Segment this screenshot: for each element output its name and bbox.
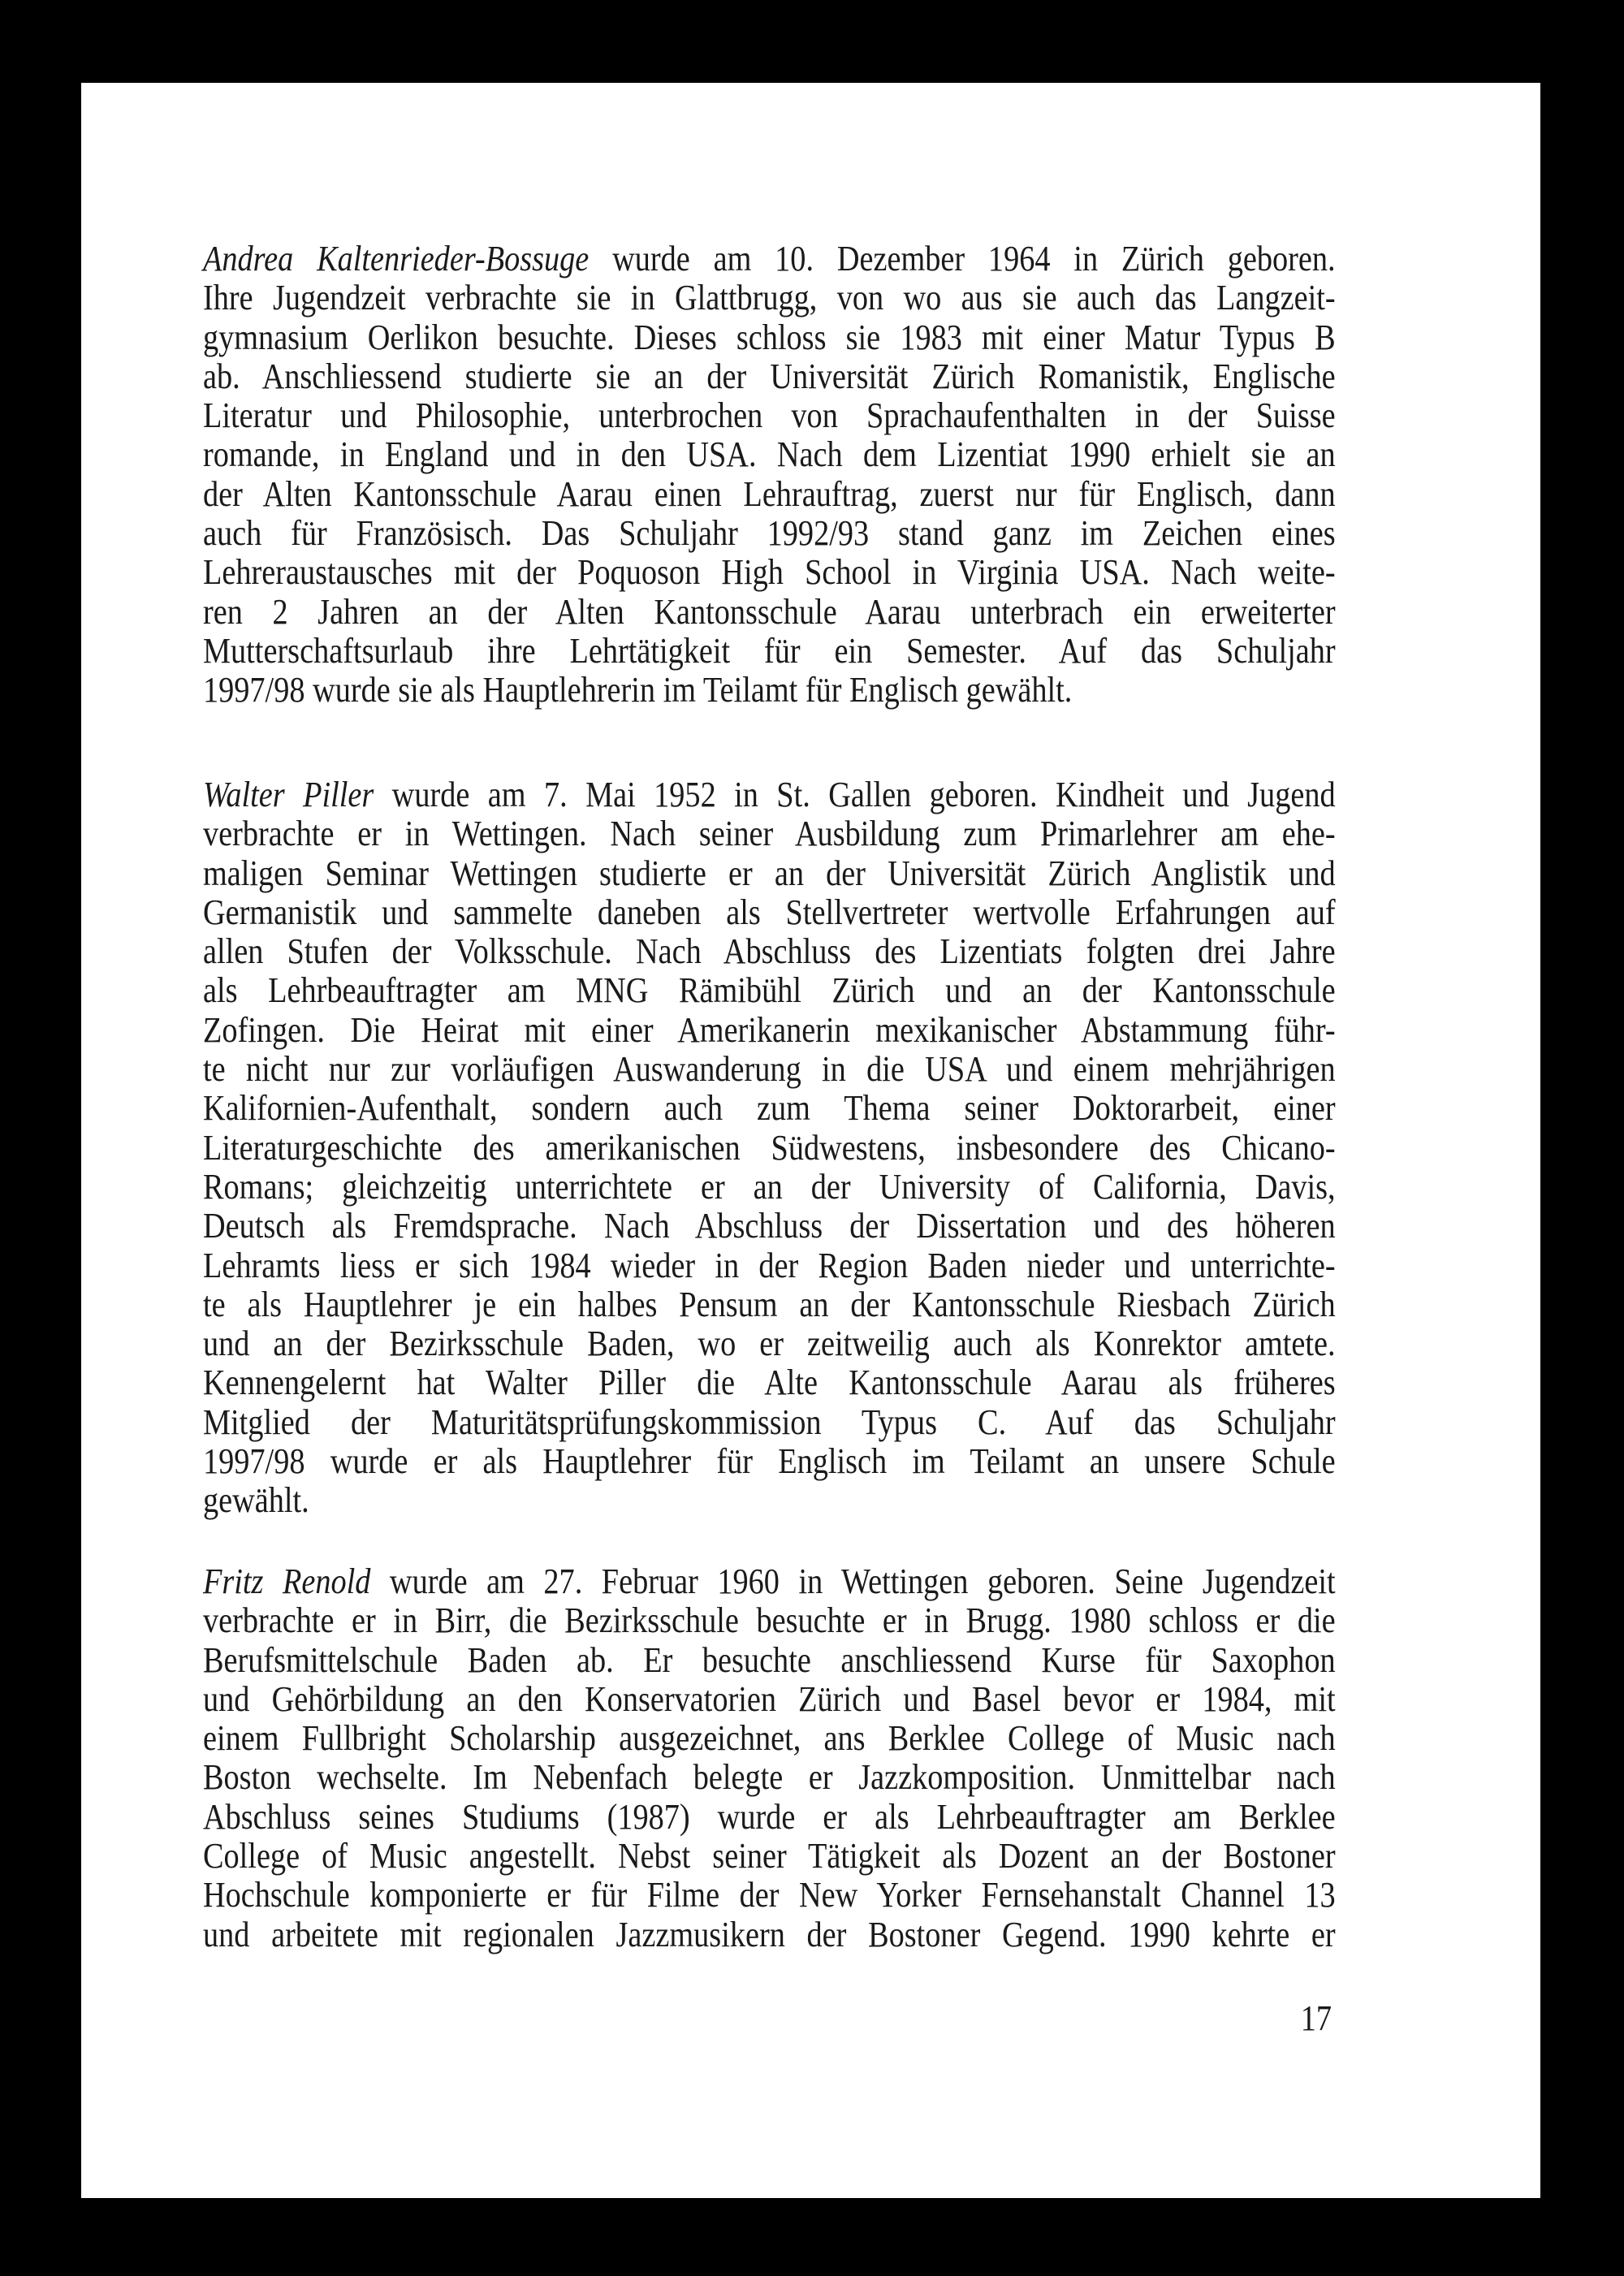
paragraph-piller	[203, 775, 1505, 1521]
text-line: 1997/98 wurde sie als Hauptlehrerin im Teilamt für Englisch gewählt.	[203, 670, 1073, 710]
text-line: College of Music angestellt. Nebst seiner Tätigkeit als Dozent an der Bostoner	[203, 1836, 1336, 1877]
text-line: Abschluss seines Studiums (1987) wurde er als Lehrbeauftragter am Berklee	[203, 1796, 1336, 1837]
text-line	[203, 240, 1336, 279]
text-line: Literaturgeschichte des amerikanischen Südwestens, insbesondere des Chicano-	[203, 1127, 1336, 1168]
text-line: auch für Französisch. Das Schuljahr 1992/93 stand ganz im Zeichen eines	[203, 513, 1336, 554]
text-line: gymnasium Oerlikon besuchte. Dieses schloss sie 1983 mit einer Matur Typus B	[203, 317, 1336, 357]
line-text: wurde am 10. Dezember 1964 in Zürich geboren.	[589, 239, 1336, 279]
text-line: Berufsmittelschule Baden ab. Er besuchte anschliessend Kurse für Saxophon	[203, 1639, 1336, 1680]
text-line: Mitglied der Maturitätsprüfungskommission Typus C. Auf das Schuljahr	[203, 1401, 1336, 1442]
text-line: te nicht nur zur vorläufigen Auswanderung in die USA und einem mehrjährigen	[203, 1049, 1336, 1090]
line-text: wurde am 27. Februar 1960 in Wettingen geboren. Seine Jugendzeit	[370, 1561, 1336, 1601]
text-line: verbrachte er in Birr, die Bezirksschule besuchte er in Brugg. 1980 schloss er die	[203, 1600, 1336, 1641]
page-number: 17	[1300, 1998, 1332, 2038]
text-line: gewählt.	[203, 1480, 309, 1521]
text-line: Lehreraustausches mit der Poquoson High School in Virginia USA. Nach weite-	[203, 552, 1336, 593]
text-line: Zofingen. Die Heirat mit einer Amerikanerin mexikanischer Abstammung führ-	[203, 1009, 1336, 1050]
line-text: wurde am 7. Mai 1952 in St. Gallen geboren. Kindheit und Jugend	[374, 775, 1336, 814]
text-line: 1997/98 wurde er als Hauptlehrer für Englisch im Teilamt an unsere Schule	[203, 1441, 1336, 1482]
text-line: Germanistik und sammelte daneben als Stellvertreter wertvolle Erfahrungen auf	[203, 892, 1336, 932]
text-line: einem Fullbright Scholarship ausgezeichnet, ans Berklee College of Music nach	[203, 1718, 1336, 1759]
text-line: ab. Anschliessend studierte sie an der Universität Zürich Romanistik, Englische	[203, 356, 1336, 396]
text-line: der Alten Kantonsschule Aarau einen Lehrauftrag, zuerst nur für Englisch, dann	[203, 473, 1336, 514]
paragraph-renold	[203, 1562, 1505, 1954]
text-line: Boston wechselte. Im Nebenfach belegte er Jazzkomposition. Unmittelbar nach	[203, 1757, 1336, 1798]
text-line: te als Hauptlehrer je ein halbes Pensum an der Kantonsschule Riesbach Zürich	[203, 1284, 1336, 1324]
text-line: ren 2 Jahren an der Alten Kantonsschule Aarau unterbrach ein erweiterter	[203, 591, 1336, 632]
text-line: und arbeitete mit regionalen Jazzmusikern der Bostoner Gegend. 1990 kehrte er	[203, 1914, 1336, 1954]
text-line: Mutterschaftsurlaub ihre Lehrtätigkeit für ein Semester. Auf das Schuljahr	[203, 630, 1336, 671]
text-line: Lehramts liess er sich 1984 wieder in der Region Baden nieder und unterrichte-	[203, 1245, 1336, 1285]
person-name: Walter Piller	[203, 775, 374, 814]
text-line: maligen Seminar Wettingen studierte er an der Universität Zürich Anglistik und	[203, 853, 1336, 893]
text-line: Romans; gleichzeitig unterrichtete er an der University of California, Davis,	[203, 1166, 1336, 1207]
person-name: Andrea Kaltenrieder-Bossuge	[203, 239, 590, 279]
text-line: romande, in England und in den USA. Nach dem Lizentiat 1990 erhielt sie an	[203, 434, 1336, 475]
text-line: Kennengelernt hat Walter Piller die Alte Kantonsschule Aarau als früheres	[203, 1363, 1336, 1403]
text-line: und Gehörbildung an den Konservatorien Zürich und Basel bevor er 1984, mit	[203, 1678, 1336, 1719]
text-line: Deutsch als Fremdsprache. Nach Abschluss der Dissertation und des höheren	[203, 1206, 1336, 1246]
text-line: und an der Bezirksschule Baden, wo er zeitweilig auch als Konrektor amtete.	[203, 1324, 1336, 1364]
text-line: als Lehrbeauftragter am MNG Rämibühl Zürich und an der Kantonsschule	[203, 970, 1336, 1011]
person-name: Fritz Renold	[203, 1561, 371, 1601]
paragraph-kaltenrieder	[203, 240, 1505, 710]
text-line: Hochschule komponierte er für Filme der New Yorker Fernsehanstalt Channel 13	[203, 1875, 1336, 1915]
text-line: allen Stufen der Volksschule. Nach Abschluss des Lizentiats folgten drei Jahre	[203, 931, 1336, 972]
text-line: Literatur und Philosophie, unterbrochen von Sprachaufenthalten in der Suisse	[203, 395, 1336, 436]
text-line: Kalifornien-Aufenthalt, sondern auch zum Thema seiner Doktorarbeit, einer	[203, 1088, 1336, 1129]
text-line: verbrachte er in Wettingen. Nach seiner Ausbildung zum Primarlehrer am ehe-	[203, 814, 1336, 854]
text-line: Ihre Jugendzeit verbrachte sie in Glattbrugg, von wo aus sie auch das Langzeit-	[203, 278, 1336, 318]
text-line	[203, 775, 1336, 814]
text-line	[203, 1562, 1336, 1601]
